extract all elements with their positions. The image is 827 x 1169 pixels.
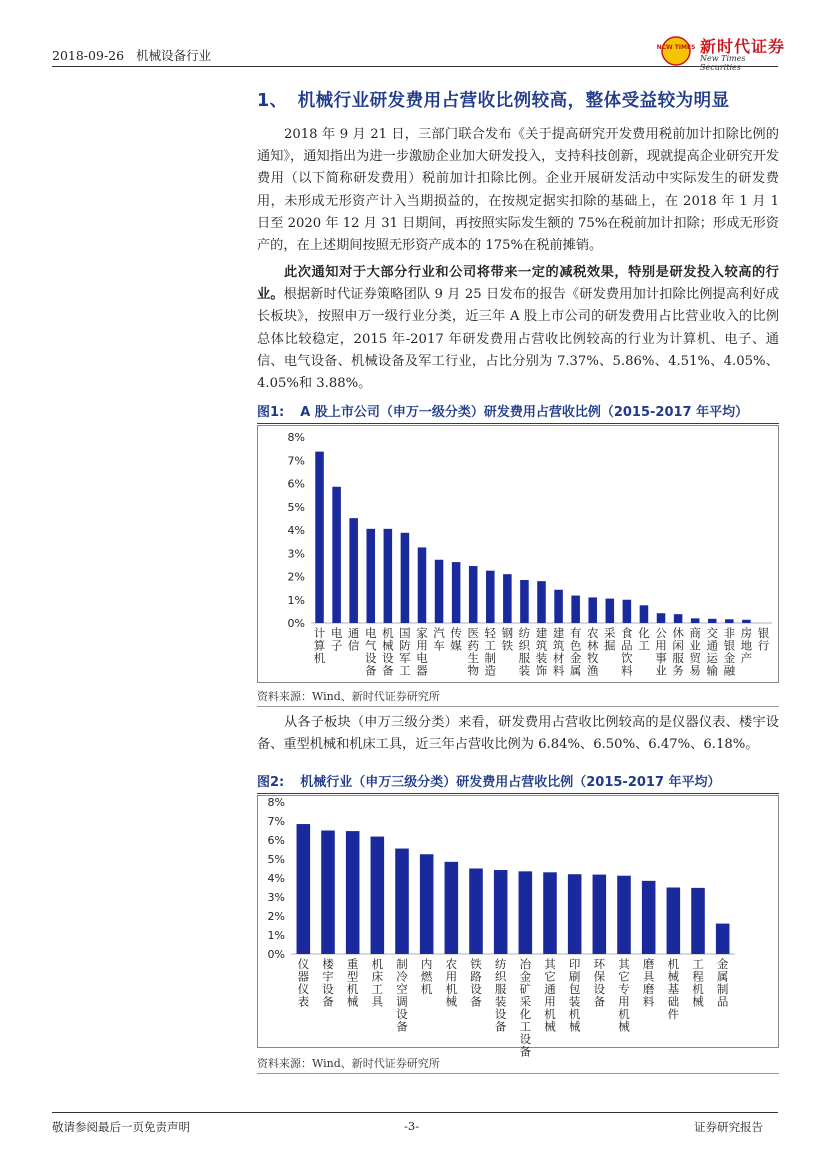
bar — [346, 831, 360, 954]
y-tick-label: 1% — [287, 593, 305, 607]
x-tick-label: 医药生物 — [467, 626, 479, 678]
bar — [445, 862, 459, 954]
y-tick-label: 6% — [287, 477, 305, 491]
x-tick-label: 环保设备 — [593, 957, 606, 1009]
x-tick-label: 非银金融 — [723, 626, 736, 678]
x-tick-label: 公用事业 — [655, 626, 667, 678]
y-tick-label: 4% — [267, 872, 285, 885]
x-tick-label: 食品饮料 — [621, 626, 633, 678]
bar — [395, 849, 409, 954]
bar — [401, 533, 410, 623]
bar — [716, 924, 730, 954]
bar — [667, 888, 681, 955]
x-tick-label: 重型机械 — [346, 957, 359, 1009]
x-tick-label: 仪器仪表 — [297, 957, 310, 1009]
bar — [371, 837, 385, 954]
x-tick-label: 内燃机 — [420, 957, 433, 996]
y-tick-label: 8% — [287, 431, 305, 444]
x-tick-label: 化工 — [638, 626, 650, 653]
bar — [435, 560, 444, 623]
figure-1-title — [257, 401, 748, 420]
bar — [708, 619, 717, 623]
bar — [384, 529, 393, 623]
bar — [571, 596, 580, 623]
y-tick-label: 1% — [267, 929, 285, 942]
x-tick-label: 机械设备 — [382, 626, 394, 678]
x-tick-label: 汽车 — [433, 626, 445, 653]
figure-1-frame — [257, 425, 779, 683]
logo-mark-text: NCW TIMES — [656, 44, 696, 51]
footer-doc-type: 证券研究报告 — [694, 1120, 763, 1134]
logo-mark-icon — [656, 34, 700, 68]
bar — [554, 590, 563, 623]
figure-1-rule — [257, 423, 779, 424]
bar — [420, 854, 434, 954]
x-tick-label: 金属制品 — [716, 957, 729, 1009]
x-tick-label: 其它通用机械 — [544, 957, 556, 1034]
x-tick-label: 制冷空调设备 — [396, 957, 408, 1034]
paragraph-3: 从各子板块（申万三级分类）来看，研发费用占营收比例较高的是仪器仪表、楼宇设备、重型机械和机床工具，近三年占营收比例为 6.84%、6.50%、6.47%、6.18%。 — [257, 715, 779, 753]
company-logo — [656, 34, 786, 72]
section-number: 1、 — [257, 91, 288, 111]
bar — [297, 824, 311, 954]
bar — [321, 831, 335, 955]
bar — [623, 600, 632, 623]
footer-divider — [52, 1112, 778, 1113]
x-tick-label: 电气设备 — [365, 626, 377, 678]
bar — [657, 613, 666, 623]
page-header — [52, 46, 211, 64]
y-tick-label: 4% — [287, 524, 305, 537]
figure-2-title — [257, 771, 721, 790]
figure-1-source-rule — [257, 706, 779, 707]
bar — [568, 874, 582, 954]
x-tick-label: 建筑装饰 — [535, 626, 548, 678]
y-tick-label: 7% — [267, 815, 285, 828]
figure-2-rule — [257, 793, 779, 794]
bar — [366, 529, 375, 623]
paragraph-1: 2018 年 9 月 21 日，三部门联合发布《关于提高研究开发费用税前加计扣除比例的通知》，通知指出为进一步激励企业加大研发投入，支持科技创新，现就提高企业研究开发费用（以下简称研发费用）税前加计扣除比例。企业开展研发活动中实际发生的研发费用，未形成无形资产计入当期损益的，在按规定据实扣除的基础上，在 2018 年 1 月 1 日至 2020 年 12 月 31 日期间，再按照实际发生额的 75%在税前加计扣除；形成无形资产的，在上述期间按照无形资产成本的 175%在税前摊销。 — [257, 127, 779, 254]
x-tick-label: 轻工制造 — [484, 626, 497, 678]
x-tick-label: 传媒 — [450, 626, 462, 653]
y-tick-label: 0% — [267, 948, 285, 961]
bar — [691, 888, 705, 954]
figure-1-label: 图1: — [257, 405, 285, 420]
figure-2-source-rule — [257, 1073, 779, 1074]
y-tick-label: 6% — [267, 834, 285, 847]
x-tick-label: 磨具磨料 — [642, 957, 655, 1009]
header-divider — [52, 66, 778, 67]
figure-1-source: 资料来源：Wind、新时代证券研究所 — [257, 690, 440, 703]
x-tick-label: 机床工具 — [371, 957, 384, 1009]
x-tick-label: 家用电器 — [416, 626, 428, 678]
figure-2-source: 资料来源：Wind、新时代证券研究所 — [257, 1057, 440, 1070]
x-tick-label: 其它专用机械 — [618, 957, 630, 1034]
x-tick-label: 建筑材料 — [552, 626, 565, 678]
x-tick-label: 钢铁 — [501, 626, 514, 653]
x-tick-label: 电子 — [330, 626, 343, 653]
logo-cn: 新时代证券 — [700, 37, 786, 56]
x-tick-label: 农林牧渔 — [586, 626, 599, 678]
y-tick-label: 3% — [267, 891, 285, 904]
bar — [742, 620, 751, 623]
paragraph-2-bold: 此次通知对于大部分行业和公司将带来一定的减税效果，特别是研发投入较高的行业。 — [257, 265, 779, 303]
x-tick-label: 印刷包装机械 — [568, 957, 581, 1034]
y-tick-label: 8% — [267, 796, 285, 809]
x-tick-label: 通信 — [347, 626, 360, 653]
bar — [418, 547, 427, 623]
bar — [617, 876, 631, 954]
bar — [691, 618, 700, 623]
x-tick-label: 采掘 — [604, 626, 616, 653]
y-tick-label: 7% — [287, 454, 305, 468]
bar — [537, 581, 546, 623]
x-tick-label: 冶金矿采化工设备 — [519, 957, 532, 1059]
y-tick-label: 2% — [287, 570, 305, 584]
bar — [543, 872, 557, 954]
figure-2-title-text: 机械行业（申万三级分类）研发费用占营收比例（2015-2017 年平均） — [300, 775, 721, 790]
bar — [332, 487, 341, 623]
y-tick-label: 2% — [267, 910, 285, 923]
section-title — [257, 87, 730, 112]
bar — [674, 614, 683, 623]
y-tick-label: 5% — [267, 853, 285, 866]
x-tick-label: 工程机械 — [692, 957, 704, 1009]
bar — [519, 871, 533, 954]
page-number: -3- — [404, 1119, 420, 1133]
figure-1-chart — [258, 426, 778, 682]
bar — [469, 566, 478, 623]
x-tick-label: 计算机 — [313, 626, 326, 665]
figure-1-title-text: A 股上市公司（申万一级分类）研发费用占营收比例（2015-2017 年平均） — [300, 405, 749, 420]
x-tick-label: 房地产 — [740, 626, 753, 665]
bar — [452, 562, 461, 623]
x-tick-label: 国防军工 — [399, 626, 411, 678]
x-tick-label: 休闲服务 — [672, 626, 684, 678]
x-tick-label: 纺织服装设备 — [494, 957, 507, 1034]
report-date: 2018-09-26 — [52, 48, 125, 63]
x-tick-label: 铁路设备 — [470, 957, 482, 1009]
bar — [315, 452, 324, 623]
paragraph-2 — [257, 262, 779, 395]
bar — [606, 599, 615, 623]
bar — [469, 869, 483, 955]
figure-2-frame — [257, 795, 779, 1059]
bar — [494, 870, 508, 954]
bar — [349, 518, 358, 623]
industry-name: 机械设备行业 — [136, 48, 212, 63]
bar — [593, 875, 607, 954]
bar — [588, 597, 597, 623]
x-tick-label: 交通运输 — [706, 626, 718, 678]
x-tick-label: 纺织服装 — [518, 626, 531, 678]
bar — [503, 574, 512, 623]
y-tick-label: 3% — [287, 547, 305, 561]
bar — [640, 605, 649, 623]
y-tick-label: 0% — [287, 617, 305, 630]
figure-2-label: 图2: — [257, 775, 285, 790]
paragraph-2-text: 根据新时代证券策略团队 9 月 25 日发布的报告《研发费用加计扣除比例提高利好成长板块》，按照申万一级行业分类，近三年 A 股上市公司的研发费用占比营业收入的比例总体比较稳定，2015 年-2017 年研发费用占营收比例较高的行业为计算机、电子、通信、电气设备、机械设备及军工行业，占比分别为 7.37%、5.86%、4.51%、4.05%、4.05%和 3.88%。 — [257, 287, 780, 392]
footer-disclaimer: 敬请参阅最后一页免责声明 — [52, 1120, 190, 1134]
y-tick-label: 5% — [287, 500, 305, 514]
x-tick-label: 农用机械 — [445, 957, 458, 1009]
x-tick-label: 商业贸易 — [689, 626, 701, 678]
logo-en: New Times Securities — [700, 54, 746, 72]
bar — [642, 881, 656, 954]
x-tick-label: 机械基础件 — [667, 957, 680, 1021]
figure-2-chart — [258, 796, 778, 1059]
section-title-text: 机械行业研发费用占营收比例较高，整体受益较为明显 — [297, 91, 730, 111]
bar — [520, 580, 529, 623]
x-tick-label: 银行 — [757, 626, 770, 653]
bar — [725, 619, 734, 623]
bar — [486, 571, 495, 623]
x-tick-label: 有色金属 — [569, 626, 582, 678]
x-tick-label: 楼宇设备 — [322, 957, 334, 1009]
